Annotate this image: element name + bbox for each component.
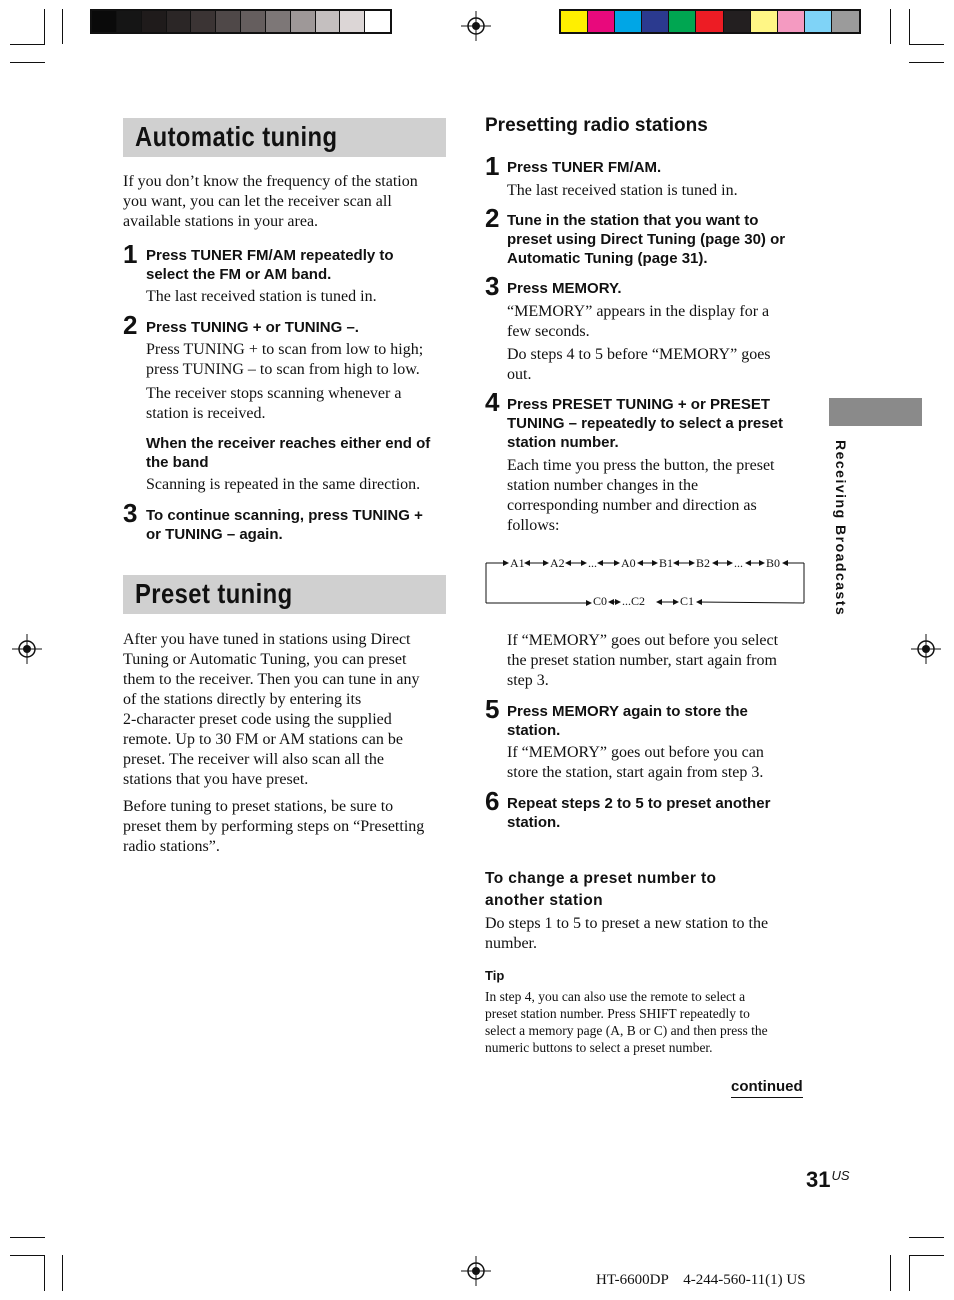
step-instruction: Press TUNING + or TUNING –. [146,319,359,336]
diagram-label: B1 [659,556,674,570]
registration-mark-icon [911,634,941,664]
diagram-label: A0 [621,556,636,570]
step-instruction: Press MEMORY again to store the station. [507,703,748,739]
side-tab-label: Receiving Broadcasts [833,440,849,617]
step-body: “MEMORY” appears in the display for a few seconds. [507,303,770,340]
step-number: 5 [485,694,500,724]
tip-label: Tip [485,968,505,983]
diagram-label: C1 [680,594,695,606]
continued-label: continued [731,1078,803,1098]
step-body: If “MEMORY” goes out before you can store the station, start again from step 3. [507,744,764,781]
color-swatch [117,11,142,32]
preset-order-diagram [484,550,808,606]
side-tab [829,398,922,426]
step-instruction: Press PRESET TUNING + or PRESET TUNING – repeatedly to select a preset station number. [507,396,783,451]
step-number: 6 [485,786,500,816]
color-swatch [724,11,751,32]
page-number: $31^{US}$ [806,1167,850,1192]
step-number: 3 [123,498,138,528]
step-body: The last received station is tuned in. [507,182,738,199]
registration-mark-icon [461,11,491,41]
color-swatch [92,11,117,32]
color-swatch [365,11,390,32]
color-swatch [805,11,832,32]
step-body: The last received station is tuned in. [146,288,377,305]
step-number: 1 [485,151,500,181]
step-number: 2 [485,203,500,233]
section-title-presetting: Presetting radio stations [485,115,708,136]
step-body: If “MEMORY” goes out before you select the preset station number, start again from step 3. [507,632,779,689]
color-swatch [167,11,192,32]
diagram-label: ... [588,556,597,570]
color-swatch [588,11,615,32]
color-swatch [832,11,859,32]
color-swatch [216,11,241,32]
page-suffix: US [831,1168,850,1183]
tip-body: In step 4, you can also use the remote to select a preset station number. Press SHIFT repeatedly to select a memory page (A, B or C) and then press the numeric buttons to select a preset number. [485,989,768,1055]
diagram-label: A1 [510,556,525,570]
step-instruction: To continue scanning, press TUNING + or TUNING – again. [146,507,423,543]
diagram-label: ...C2 [622,594,646,606]
footer-model-code: HT-6600DP 4-244-560-11(1) US [596,1272,806,1288]
diagram-label: B2 [696,556,711,570]
diagram-label: B0 [766,556,781,570]
section-header-preset-tuning [123,575,446,614]
step-instruction: Press TUNER FM/AM repeatedly to select the FM or AM band. [146,247,394,283]
color-swatch [615,11,642,32]
intro-paragraph: If you don’t know the frequency of the station you want, you can let the receiver scan all available stations in your area. [123,173,418,230]
step-instruction: Repeat steps 2 to 5 to preset another station. [507,795,771,831]
section-title: Preset tuning [135,578,293,609]
color-swatch [669,11,696,32]
step-instruction: Tune in the station that you want to preset using Direct Tuning (page 30) or Automatic Tuning (page 31). [507,212,786,267]
step-number: 3 [485,271,500,301]
step-body: The receiver stops scanning whenever a station is received. [146,385,402,422]
color-swatch [340,11,365,32]
step-body: Press TUNING + to scan from low to high; press TUNING – to scan from high to low. [146,341,424,378]
color-swatch [696,11,723,32]
diagram-arrow [697,602,804,603]
color-swatch [751,11,778,32]
section-title: Automatic tuning [135,121,338,152]
color-swatch [266,11,291,32]
step-body: Do steps 4 to 5 before “MEMORY” goes out. [507,346,771,383]
grayscale-bar [90,9,392,34]
color-swatch [191,11,216,32]
diagram-label: A2 [550,556,565,570]
color-swatch [316,11,341,32]
subheading-body: Scanning is repeated in the same direction. [146,476,421,493]
color-swatch [561,11,588,32]
step-number: 1 [123,239,138,269]
preset-paragraph: Before tuning to preset stations, be sure to preset them by performing steps on “Presetting radio stations”. [123,798,425,855]
color-swatch [778,11,805,32]
color-bar [559,9,861,34]
step-instruction: Press TUNER FM/AM. [507,159,662,176]
step-number: 4 [485,387,500,417]
color-swatch [142,11,167,32]
step-number: 2 [123,310,138,340]
registration-mark-icon [461,1256,491,1286]
color-swatch [241,11,266,32]
section-header-automatic-tuning [123,118,446,157]
color-swatch [642,11,669,32]
subheading: When the receiver reaches either end of the band [146,435,431,471]
color-swatch [291,11,316,32]
diagram-label: C0 [593,594,608,606]
step-instruction: Press MEMORY. [507,280,622,297]
subheading: To change a preset number to another station [485,870,717,909]
registration-mark-icon [12,634,42,664]
subheading-body: Do steps 1 to 5 to preset a new station to the number. [485,915,769,952]
preset-paragraph: After you have tuned in stations using Direct Tuning or Automatic Tuning, you can preset them to the receiver. Then you can tune in any of the stations directly by entering its 2-character preset code using the supplied remote. Up to 30 FM or AM stations can be preset. The receiver will also scan all the stations that you have preset. [123,631,420,788]
step-body: Each time you press the button, the preset station number changes in the corresponding number and direction as follows: [507,457,775,534]
diagram-label: ... [734,556,743,570]
